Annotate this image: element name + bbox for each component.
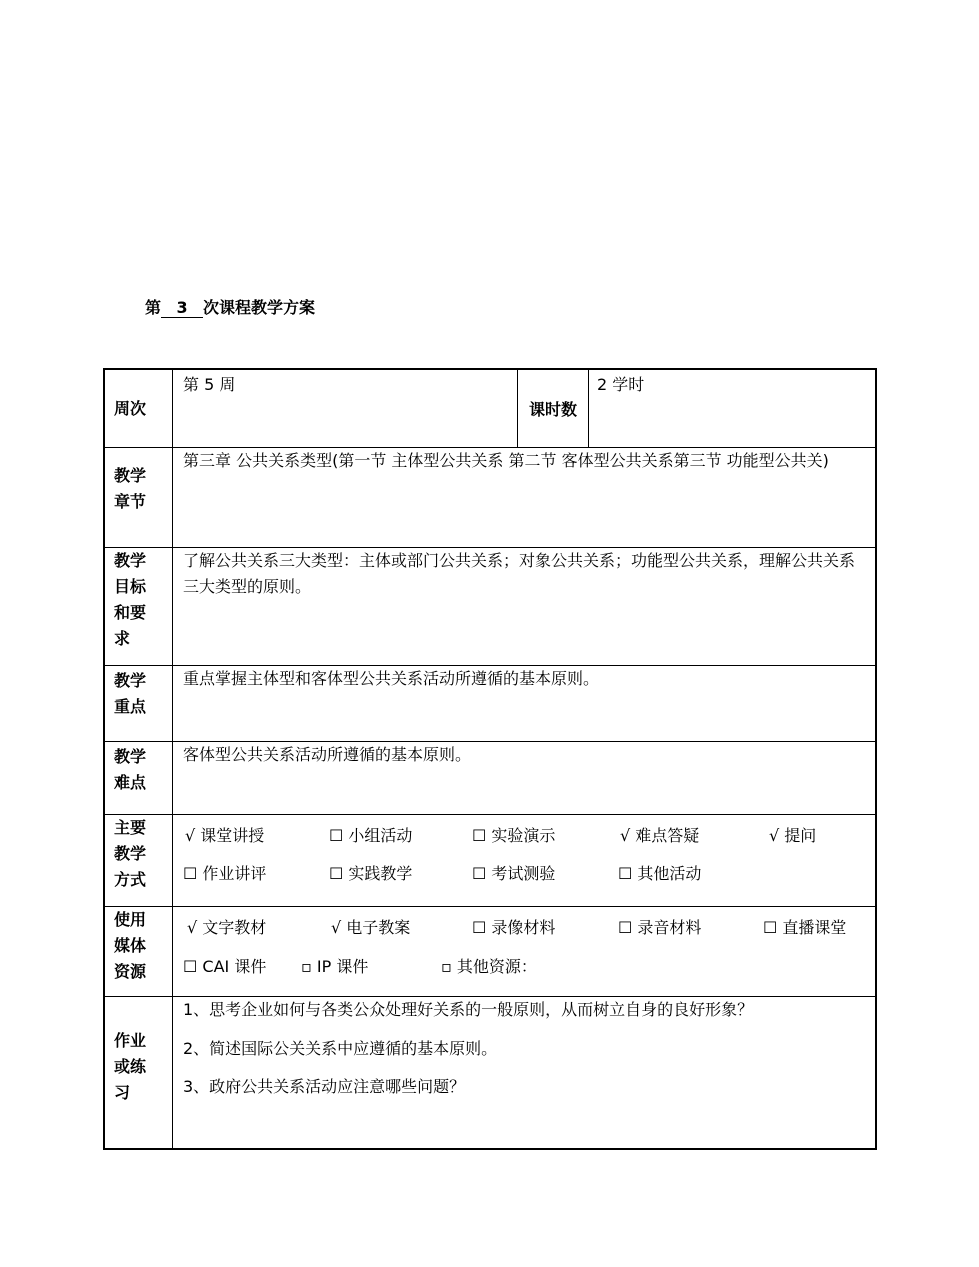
- media-row: [105, 907, 875, 997]
- difficulties-value: 客体型公共关系活动所遵循的基本原则。: [183, 745, 472, 764]
- homework-row: [105, 997, 875, 1148]
- objectives-row: [105, 548, 875, 666]
- chapter-row: [105, 448, 875, 548]
- method-option[interactable]: ☐ 其他活动: [618, 864, 702, 883]
- method-option[interactable]: √ 提问: [769, 826, 817, 845]
- media-option[interactable]: √ 文字教材: [187, 918, 267, 937]
- media-option[interactable]: ☐ CAI 课件: [183, 957, 267, 976]
- methods-options: [173, 815, 875, 906]
- media-option[interactable]: ▫ 其他资源：: [441, 957, 537, 976]
- method-option[interactable]: √ 难点答疑: [620, 826, 700, 845]
- chapter-label: 教学 章节: [105, 448, 173, 547]
- media-option[interactable]: ☐ 直播课堂: [763, 918, 847, 937]
- method-option[interactable]: ☐ 实践教学: [329, 864, 413, 883]
- week-value: 第 5 周: [183, 375, 236, 394]
- methods-row: [105, 815, 875, 907]
- difficulties-row: [105, 742, 875, 815]
- method-option[interactable]: ☐ 实验演示: [472, 826, 556, 845]
- hours-label: 课时数: [517, 370, 589, 447]
- homework-label: 作业 或练 习: [105, 997, 173, 1148]
- method-option[interactable]: ☐ 考试测验: [472, 864, 556, 883]
- key-points-value: 重点掌握主体型和客体型公共关系活动所遵循的基本原则。: [183, 669, 600, 688]
- title-number: 3: [161, 299, 203, 318]
- homework-item: 3、政府公共关系活动应注意哪些问题？: [183, 1077, 466, 1096]
- plan-title: [145, 295, 315, 318]
- method-option[interactable]: ☐ 作业讲评: [183, 864, 267, 883]
- method-option[interactable]: ☐ 小组活动: [329, 826, 413, 845]
- media-option[interactable]: √ 电子教案: [331, 918, 411, 937]
- week-label: 周次: [105, 370, 173, 447]
- key-points-label: 教学 重点: [105, 666, 173, 741]
- media-label: 使用 媒体 资源: [105, 907, 173, 996]
- title-suffix: 次课程教学方案: [203, 298, 316, 317]
- difficulties-label: 教学 难点: [105, 742, 173, 814]
- media-option[interactable]: ☐ 录像材料: [472, 918, 556, 937]
- key-points-row: [105, 666, 875, 742]
- method-option[interactable]: √ 课堂讲授: [185, 826, 265, 845]
- objectives-value: 了解公共关系三大类型：主体或部门公共关系；对象公共关系；功能型公共关系，理解公共关系三大类型的原则。: [183, 551, 856, 596]
- week-row: [105, 370, 875, 448]
- objectives-label: 教学 目标 和要 求: [105, 548, 173, 665]
- lesson-plan-table: [103, 368, 877, 1150]
- hours-value: 2 学时: [597, 375, 645, 394]
- title-prefix: 第: [145, 298, 162, 317]
- media-options: [173, 907, 875, 996]
- chapter-value: 第三章 公共关系类型(第一节 主体型公共关系 第二节 客体型公共关系第三节 功能型公共关): [183, 451, 829, 470]
- homework-item: 2、简述国际公关关系中应遵循的基本原则。: [183, 1039, 498, 1058]
- methods-label: 主要 教学 方式: [105, 815, 173, 906]
- media-option[interactable]: ▫ IP 课件: [301, 957, 369, 976]
- media-option[interactable]: ☐ 录音材料: [618, 918, 702, 937]
- homework-item: 1、思考企业如何与各类公众处理好关系的一般原则，从而树立自身的良好形象？: [183, 1000, 754, 1019]
